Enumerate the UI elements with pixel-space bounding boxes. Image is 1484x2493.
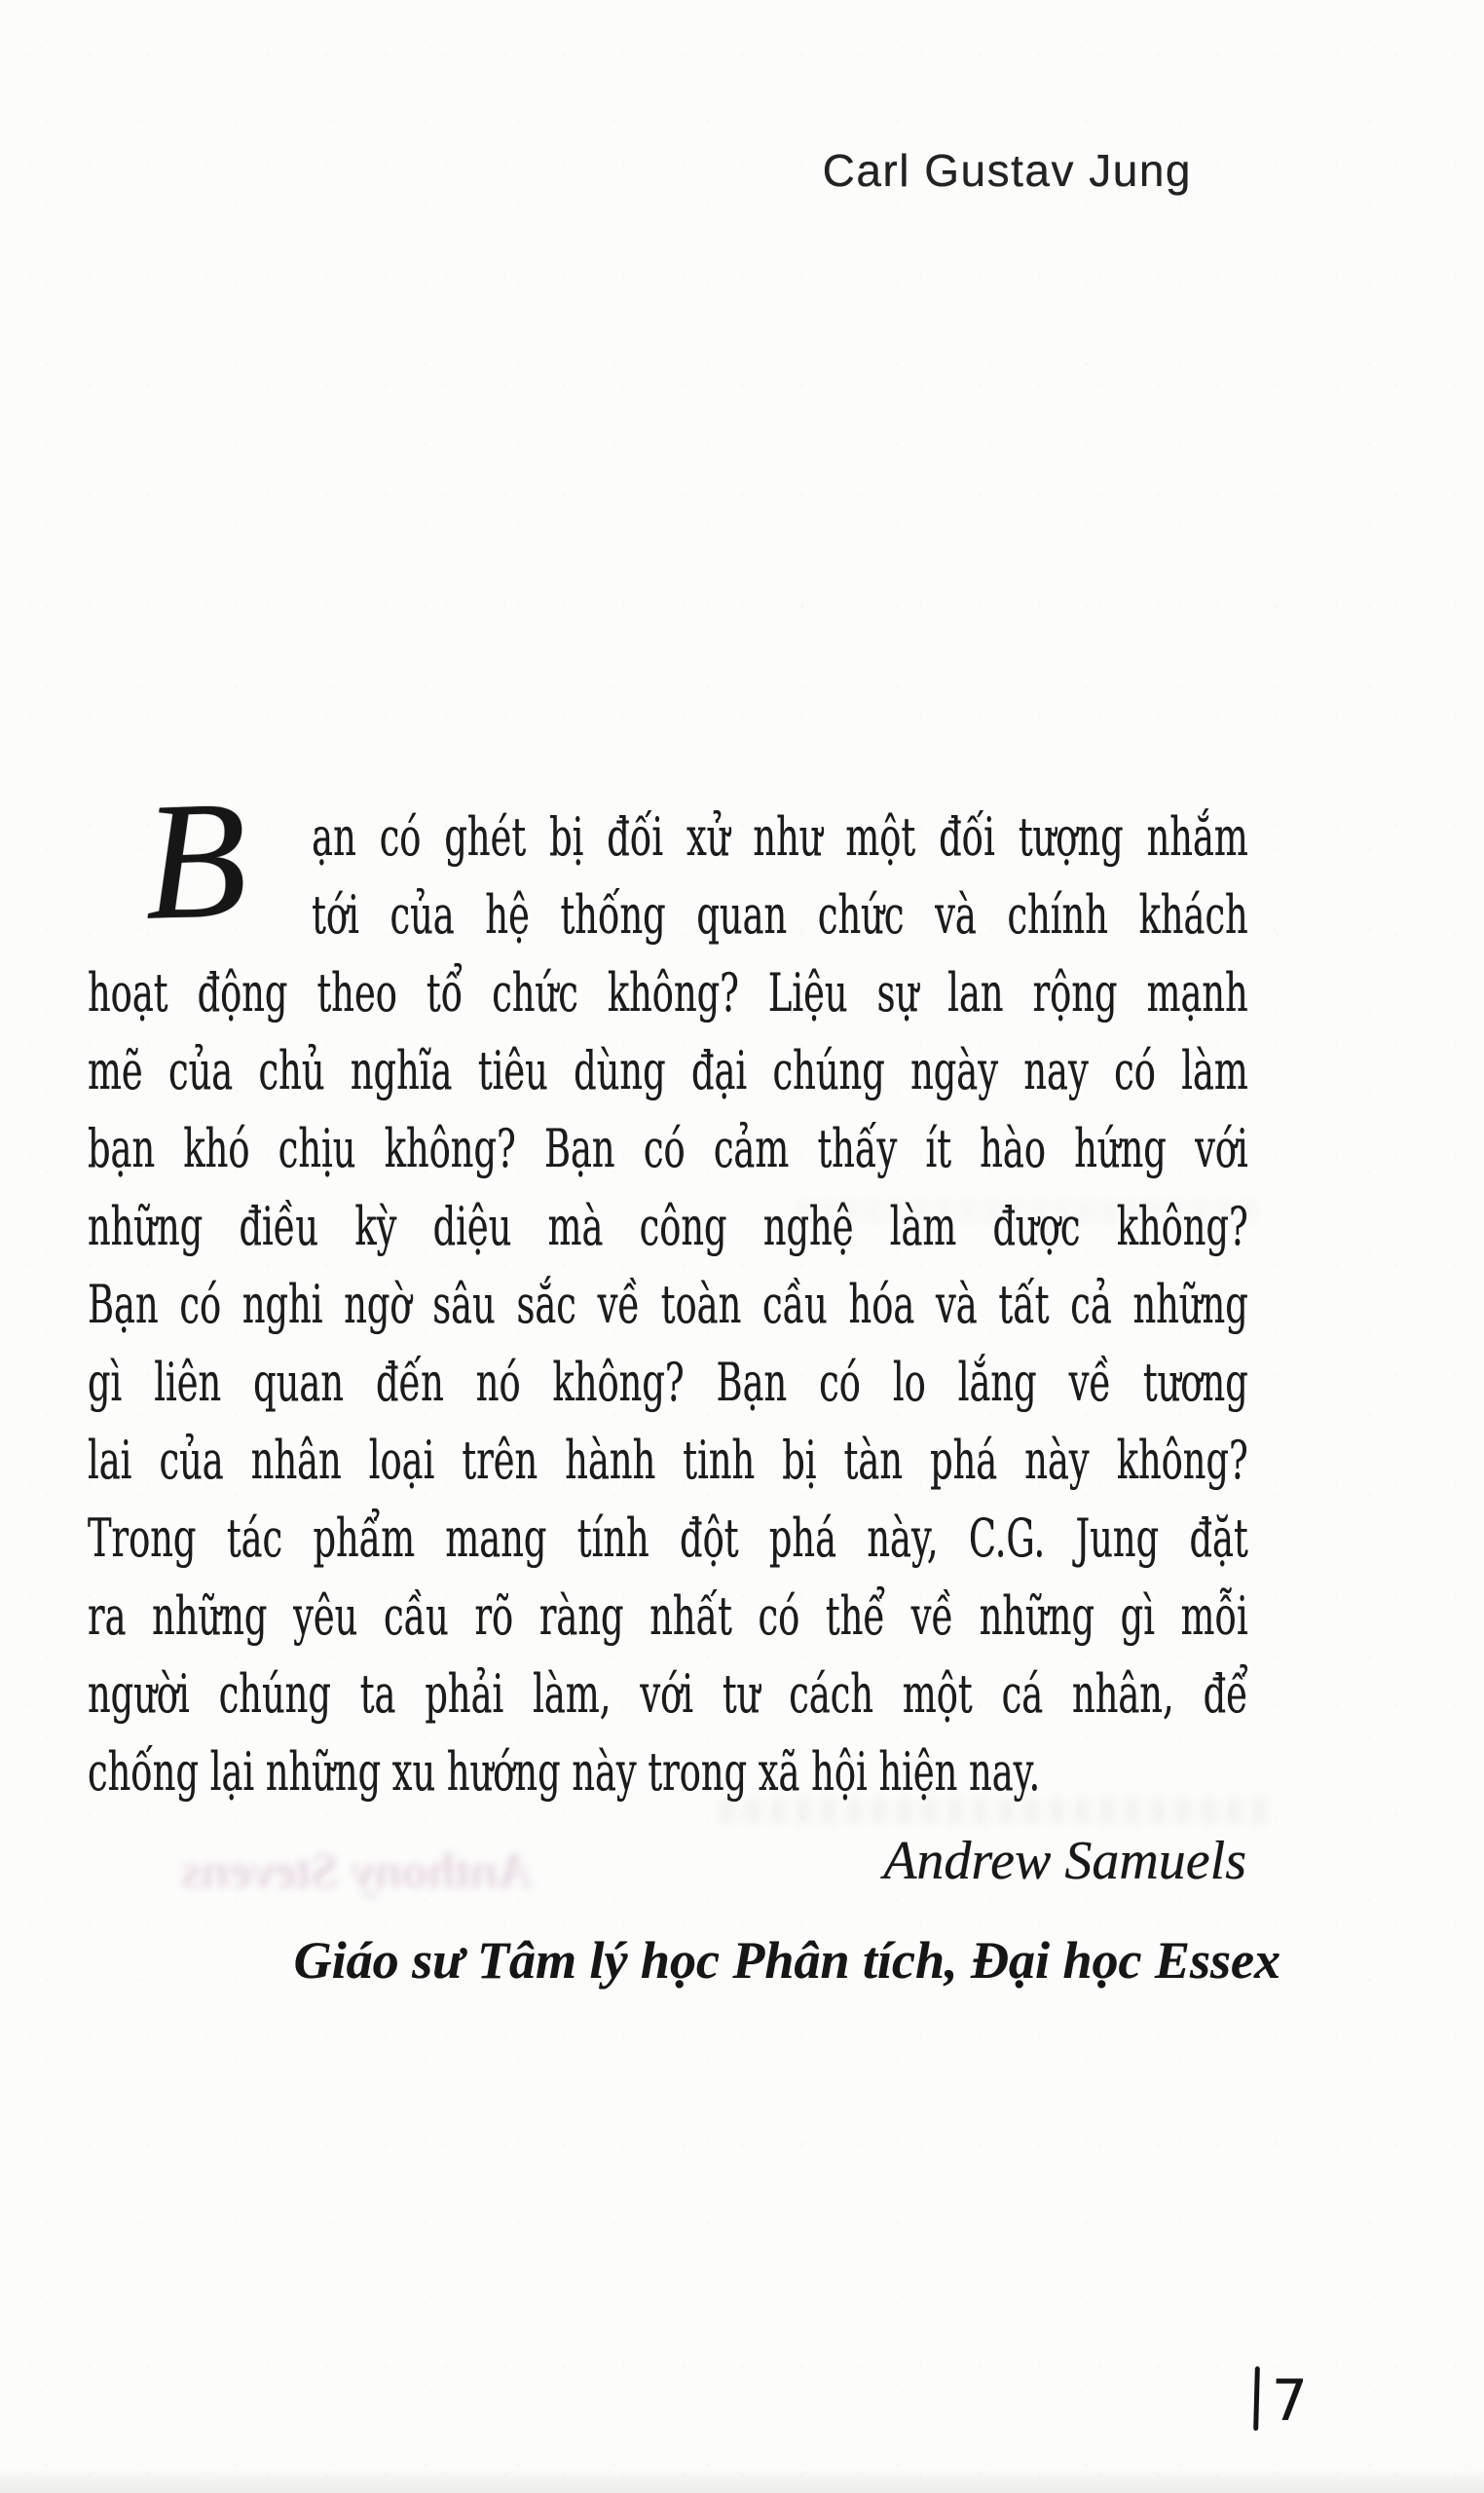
text-line: Bạn có nghi ngờ sâu sắc về toàn cầu hóa và tất cả những — [88, 1274, 1248, 1335]
text-line: lai của nhân loại trên hành tinh bị tàn phá này không? — [88, 1430, 1248, 1491]
text-line: tới của hệ thống quan chức và chính khách — [312, 884, 1248, 946]
text-line: Trong tác phẩm mang tính đột phá này, C.G. Jung đặt — [88, 1507, 1248, 1569]
drop-cap-letter: B — [140, 766, 250, 955]
text-line: mẽ của chủ nghĩa tiêu dùng đại chúng ngày nay có làm — [88, 1040, 1248, 1101]
text-line: những điều kỳ diệu mà công nghệ làm được không? — [88, 1196, 1248, 1257]
text-line: bạn khó chịu không? Bạn có cảm thấy ít hào hứng với — [88, 1118, 1248, 1179]
scan-smudge — [798, 1198, 1266, 1223]
scan-smudge — [721, 1798, 1266, 1825]
text-line: ra những yêu cầu rõ ràng nhất có thể về những gì mỗi — [88, 1585, 1248, 1647]
text-line: chống lại những xu hướng này trong xã hội hiện nay. — [88, 1741, 1041, 1803]
text-line: hoạt động theo tổ chức không? Liệu sự lan rộng mạnh — [88, 962, 1248, 1023]
folio-divider — [1253, 2366, 1260, 2431]
text-line: ạn có ghét bị đối xử như một đối tượng nhắm — [312, 806, 1248, 868]
text-line: người chúng ta phải làm, với tư cách một cá nhân, để — [88, 1663, 1248, 1725]
folio-page-number: 7 — [1272, 2367, 1308, 2434]
body-paragraph — [88, 799, 1248, 1811]
bleedthrough-text: Anthony Stevens — [178, 1843, 536, 1899]
running-header: Carl Gustav Jung — [822, 145, 1192, 196]
attribution-role: Giáo sư Tâm lý học Phân tích, Đại học Essex — [293, 1931, 1280, 1990]
text-line: gì liên quan đến nó không? Bạn có lo lắng về tương — [88, 1352, 1248, 1413]
attribution-author: Andrew Samuels — [883, 1831, 1246, 1891]
